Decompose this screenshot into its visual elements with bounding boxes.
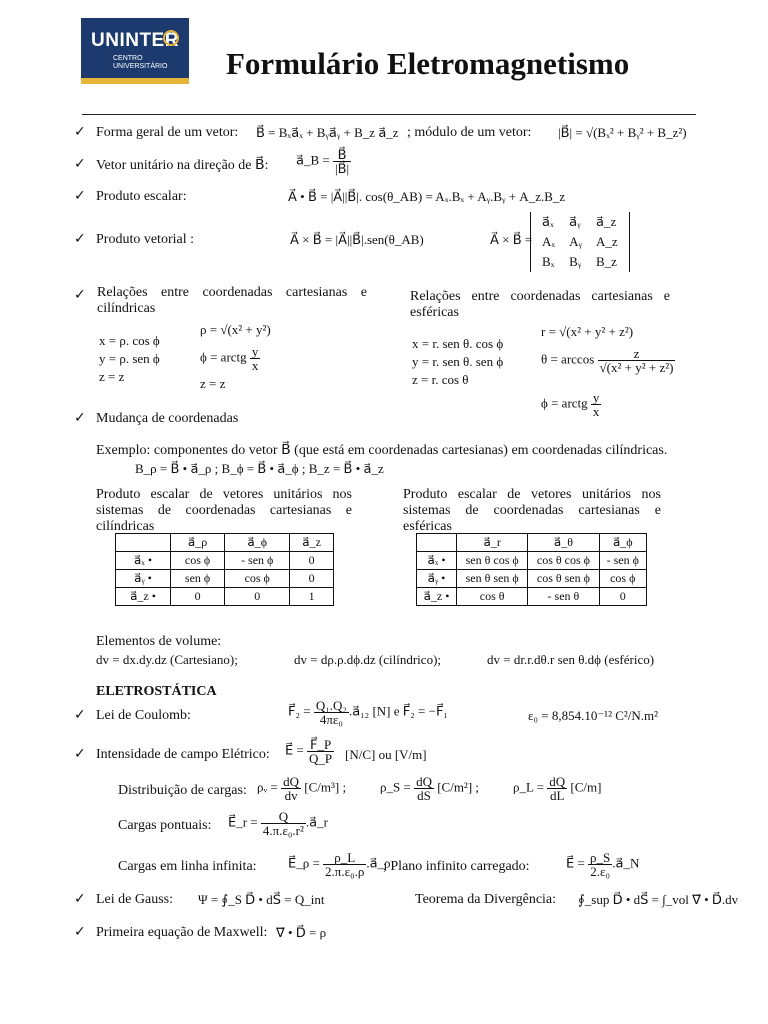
gauss-formula: Ψ = ∮_S D⃗ • dS⃗ = Q_int — [198, 892, 325, 907]
cyl-table-title: Produto escalar de vetores unitários nos sistemas de coordenadas cartesianas e cilíndricas — [96, 487, 352, 534]
sph-dot-table: a⃗_r a⃗_θ a⃗_ϕ a⃗ₓ • sen θ cos ϕ cos θ cos ϕ - sen ϕ a⃗ᵧ • sen θ sen ϕ cos θ sen ϕ cos ϕ a⃗_z • cos θ - sen θ 0 — [416, 533, 647, 606]
check-icon: ✓ — [74, 746, 86, 762]
cyl-relations-title: Relações entre coordenadas cartesianas e cilíndricas — [97, 285, 367, 316]
sph-x: x = r. sen θ. cos ϕ — [412, 336, 504, 351]
logo-accent-bar — [81, 78, 189, 84]
field-units: [N/C] ou [V/m] — [345, 747, 427, 762]
forma-label: Forma geral de um vetor: — [96, 125, 239, 140]
check-icon: ✓ — [74, 124, 86, 140]
line-label: Cargas em linha infinita: — [118, 859, 257, 874]
check-icon: ✓ — [74, 188, 86, 204]
sph-table-title: Produto escalar de vetores unitários nos sistemas de coordenadas cartesianas e esféricas — [403, 487, 661, 534]
check-icon: ✓ — [74, 707, 86, 723]
vetorial-label: Produto vetorial : — [96, 232, 194, 247]
dist-label: Distribuição de cargas: — [118, 783, 247, 798]
cyl-rho: ρ = √(x² + y²) — [200, 322, 271, 337]
point-formula: E⃗_r = $\frac{Q}{\text{4.π.ε₀.r²}}$ .a⃗_r — [228, 809, 328, 838]
forma-formula: B⃗ = Bₓa⃗ₓ + Bᵧa⃗ᵧ + B_z a⃗_z — [256, 125, 399, 140]
determinant-lhs: A⃗ × B⃗ = — [490, 232, 533, 247]
volume-title: Elementos de volume: — [96, 634, 222, 649]
maxwell-label: Primeira equação de Maxwell: — [96, 925, 268, 940]
check-icon: ✓ — [74, 231, 86, 247]
cyl-phi: ϕ = arctg $\frac{y}{x}$ — [200, 344, 259, 373]
change-components: B_ρ = B⃗ • a⃗_ρ ; B_ϕ = B⃗ • a⃗_ϕ ; B_z = B⃗ • a⃗_z — [135, 461, 384, 476]
escalar-formula: A⃗ • B⃗ = |A⃗||B⃗|. cos(θ_AB) = Aₓ.Bₓ + Aᵧ.Bᵧ + A_z.B_z — [288, 189, 566, 204]
change-example: Exemplo: componentes do vetor B⃗ (que está em coordenadas cartesianas) em coordenadas cilíndricas. — [96, 443, 668, 458]
sph-theta: θ = arccos $\frac{z}{\text{√(x² + y² + z²)}}$ — [541, 346, 674, 375]
plane-label: ; Plano infinito carregado: — [383, 859, 530, 874]
check-icon: ✓ — [74, 156, 86, 172]
modulo-formula: |B⃗| = √(Bₓ² + Bᵧ² + B_z²) — [558, 125, 687, 140]
check-icon: ✓ — [74, 287, 86, 303]
determinant-matrix: a⃗ₓ a⃗ᵧ a⃗_z Aₓ Aᵧ A_z Bₓ Bᵧ B_z — [530, 212, 630, 272]
volume-cylindrical: dv = dρ.ρ.dϕ.dz (cilíndrico); — [294, 652, 442, 667]
globe-icon — [163, 30, 179, 46]
field-label: Intensidade de campo Elétrico: — [96, 747, 270, 762]
cyl-x: x = ρ. cos ϕ — [99, 333, 160, 348]
cyl-dot-table: a⃗_ρ a⃗_ϕ a⃗_z a⃗ₓ • cos ϕ - sen ϕ 0 a⃗ᵧ • sen ϕ cos ϕ 0 a⃗_z • 0 0 1 — [115, 533, 334, 606]
logo-sub-text: CENTRO UNIVERSITÁRIO — [113, 55, 168, 70]
change-label: Mudança de coordenadas — [96, 411, 239, 426]
section-heading: ELETROSTÁTICA — [96, 684, 217, 699]
coulomb-formula: F⃗₂ = $\frac{\text{Q₁.Q₂}}{\text{4πε₀}}$ .a⃗₁₂ [N] e F⃗₂ = −F⃗₁ — [288, 698, 448, 727]
cyl-y: y = ρ. sen ϕ — [99, 351, 160, 366]
unit-formula: a⃗_B = $\frac{B⃗}{|B⃗|}$ — [296, 147, 350, 176]
coulomb-label: Lei de Coulomb: — [96, 708, 191, 723]
page-title: Formulário Eletromagnetismo — [226, 46, 630, 81]
sph-r: r = √(x² + y² + z²) — [541, 324, 634, 339]
rho-l: ρ_L = $\frac{dQ}{dL}$ [C/m] — [513, 774, 602, 803]
field-formula: E⃗ = $\frac{F⃗\_P}{Q\_P}$ — [285, 737, 333, 766]
sph-relations-title: Relações entre coordenadas cartesianas e esféricas — [410, 289, 670, 320]
sph-y: y = r. sen θ. sen ϕ — [412, 354, 504, 369]
rho-v: ρᵥ = $\frac{dQ}{dv}$ [C/m³] ; — [257, 774, 347, 803]
maxwell-formula: ∇⃗ • D⃗ = ρ — [276, 925, 327, 940]
check-icon: ✓ — [74, 891, 86, 907]
uninter-logo — [81, 18, 189, 84]
volume-cartesian: dv = dx.dy.dz (Cartesiano); — [96, 652, 238, 667]
divergence-label: Teorema da Divergência: — [415, 892, 557, 907]
cyl-z: z = z — [99, 369, 125, 384]
sph-phi: ϕ = arctg $\frac{y}{x}$ — [541, 390, 600, 419]
point-label: Cargas pontuais: — [118, 818, 212, 833]
vetorial-formula: A⃗ × B⃗ = |A⃗||B⃗|.sen(θ_AB) — [290, 232, 424, 247]
rho-s: ρ_S = $\frac{dQ}{dS}$ [C/m²] ; — [380, 774, 480, 803]
epsilon-zero: ε₀ = 8,854.10⁻¹² C²/N.m² — [528, 708, 659, 723]
line-formula: E⃗_ρ = $\frac{\rho\_L}{\text{2.π.ε₀.ρ}}$ .a⃗_ρ — [288, 850, 391, 879]
plane-formula: E⃗ = $\frac{\rho\_S}{\text{2.ε₀}}$ .a⃗_N — [566, 850, 640, 879]
divergence-formula: ∮_sup D⃗ • dS⃗ = ∫_vol ∇⃗ • D⃗.dv — [578, 892, 739, 907]
sph-z: z = r. cos θ — [412, 372, 469, 387]
gauss-label: Lei de Gauss: — [96, 892, 173, 907]
logo-main-text: UNINTER — [91, 30, 179, 51]
cyl-zz: z = z — [200, 376, 226, 391]
unit-label: Vetor unitário na direção de B⃗: — [96, 158, 269, 173]
modulo-label: ; módulo de um vetor: — [407, 125, 532, 140]
check-icon: ✓ — [74, 924, 86, 940]
escalar-label: Produto escalar: — [96, 189, 187, 204]
header-divider — [82, 114, 696, 115]
volume-spherical: dv = dr.r.dθ.r sen θ.dϕ (esférico) — [487, 652, 655, 667]
check-icon: ✓ — [74, 410, 86, 426]
